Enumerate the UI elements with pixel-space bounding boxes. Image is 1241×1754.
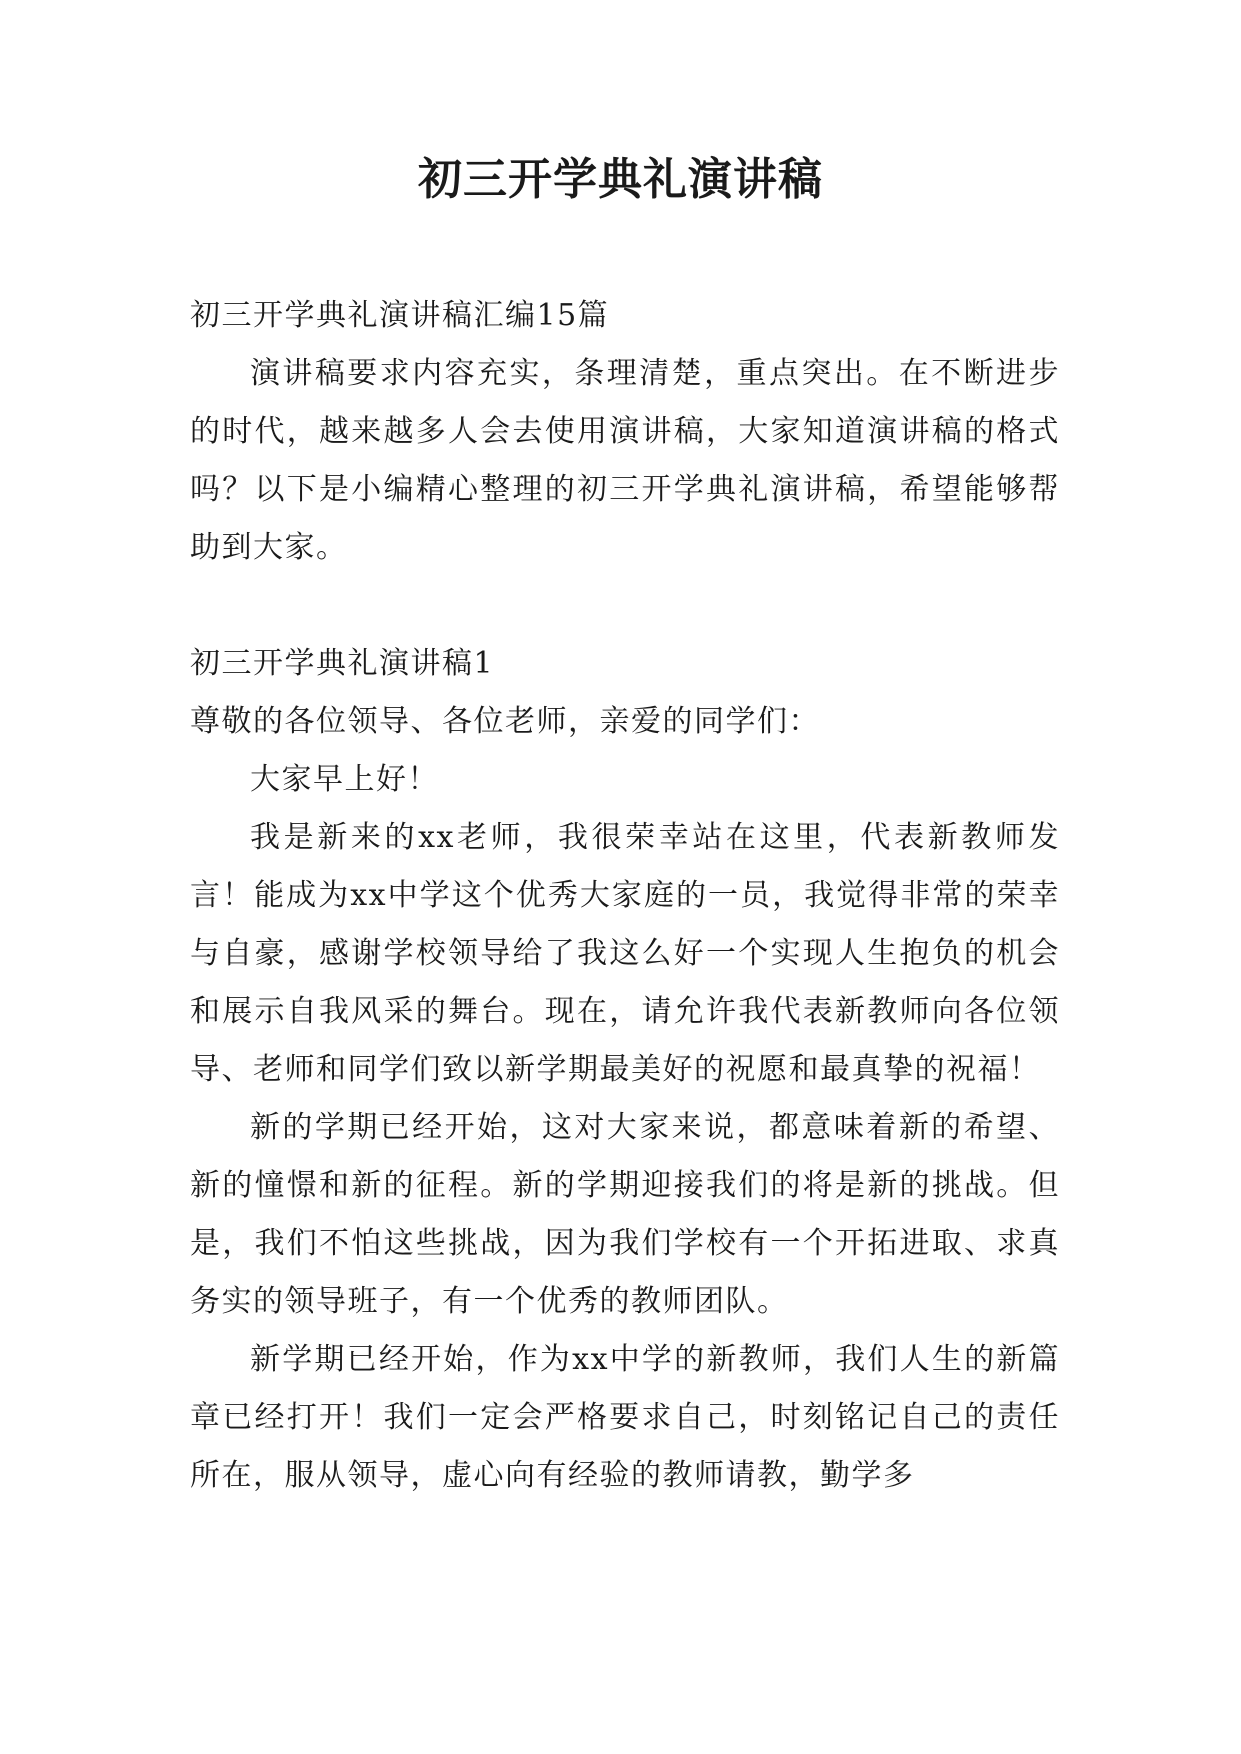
intro-paragraph: 演讲稿要求内容充实，条理清楚，重点突出。在不断进步的时代，越来越多人会去使用演讲稿，大家知道演讲稿的格式吗？以下是小编精心整理的初三开学典礼演讲稿，希望能够帮助到大家。 — [190, 356, 1060, 565]
document-title: 初三开学典礼演讲稿 — [418, 154, 823, 205]
section-heading: 初三开学典礼演讲稿1 — [190, 646, 495, 681]
body-paragraph: 新的学期已经开始，这对大家来说，都意味着新的希望、新的憧憬和新的征程。新的学期迎接我们的将是新的挑战。但是，我们不怕这些挑战，因为我们学校有一个开拓进取、求真务实的领导班子，有一个优秀的教师团队。 — [190, 1110, 1060, 1319]
salutation: 尊敬的各位领导、各位老师，亲爱的同学们： — [190, 704, 820, 739]
body-paragraph: 新学期已经开始，作为xx中学的新教师，我们人生的新篇章已经打开！我们一定会严格要求自己，时刻铭记自己的责任所在，服从领导，虚心向有经验的教师请教，勤学多 — [190, 1342, 1060, 1493]
section-spacer — [190, 577, 1060, 635]
greeting: 大家早上好！ — [250, 762, 439, 797]
document-subtitle: 初三开学典礼演讲稿汇编15篇 — [190, 298, 610, 333]
document-body — [190, 287, 1060, 1505]
body-paragraph: 我是新来的xx老师，我很荣幸站在这里，代表新教师发言！能成为xx中学这个优秀大家庭的一员，我觉得非常的荣幸与自豪，感谢学校领导给了我这么好一个实现人生抱负的机会和展示自我风采的舞台。现在，请允许我代表新教师向各位领导、老师和同学们致以新学期最美好的祝愿和最真挚的祝福！ — [190, 820, 1060, 1087]
